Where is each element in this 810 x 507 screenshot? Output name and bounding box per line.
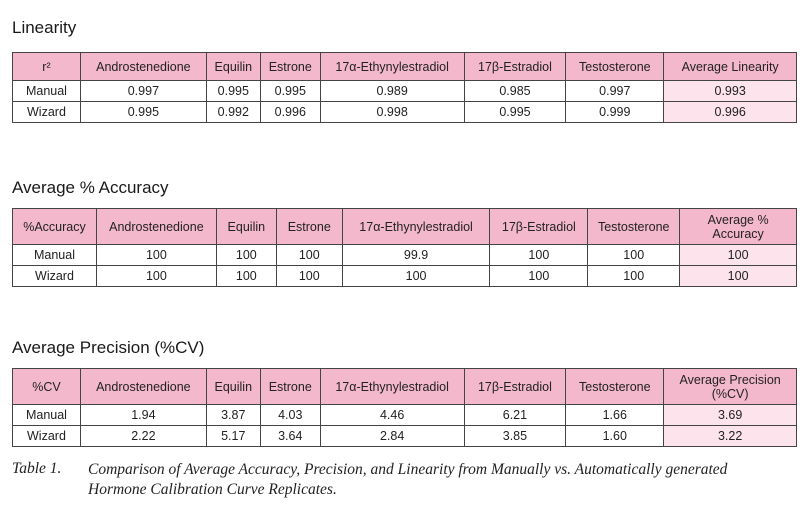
table-cell: 0.989: [320, 81, 464, 102]
table-cell: 0.995: [80, 102, 206, 123]
table-cell: 3.69: [664, 405, 797, 426]
table-cell: 4.46: [320, 405, 464, 426]
caption-text: Comparison of Average Accuracy, Precision, and Linearity from Manually vs. Automatically generated Hormone Calibration Curve Replicates.: [88, 461, 728, 498]
column-header: 17β-Estradiol: [464, 53, 566, 81]
table-caption: [12, 460, 768, 500]
column-header: Testosterone: [566, 53, 664, 81]
table-cell: 100: [96, 245, 216, 266]
column-header: Androstenedione: [80, 53, 206, 81]
table-cell: 0.999: [566, 102, 664, 123]
precision-table: [12, 368, 797, 447]
table-cell: 100: [588, 245, 680, 266]
column-header: Average Linearity: [664, 53, 797, 81]
table-cell: 6.21: [464, 405, 566, 426]
column-header: Average Precision (%CV): [664, 369, 797, 405]
table-cell: 1.60: [566, 426, 664, 447]
column-header: Average % Accuracy: [680, 209, 797, 245]
linearity-title: Linearity: [12, 18, 77, 37]
column-header: 17α-Ethynylestradiol: [320, 53, 464, 81]
table-cell: 100: [96, 266, 216, 287]
column-header: Estrone: [260, 53, 320, 81]
table-cell: 2.84: [320, 426, 464, 447]
table-cell: 100: [216, 266, 276, 287]
accuracy-table: [12, 208, 797, 287]
table-cell: 0.996: [664, 102, 797, 123]
row-label: Wizard: [13, 426, 81, 447]
table-row: [13, 426, 797, 447]
table-row: [13, 102, 797, 123]
table-cell: 100: [216, 245, 276, 266]
table-cell: 3.87: [206, 405, 260, 426]
column-header: 17α-Ethynylestradiol: [320, 369, 464, 405]
table-cell: 100: [342, 266, 490, 287]
column-header: Testosterone: [588, 209, 680, 245]
column-header: Estrone: [260, 369, 320, 405]
table-cell: 0.992: [206, 102, 260, 123]
table-cell: 0.995: [464, 102, 566, 123]
table-cell: 0.993: [664, 81, 797, 102]
column-header: Androstenedione: [80, 369, 206, 405]
column-header: %Accuracy: [13, 209, 97, 245]
table-cell: 1.94: [80, 405, 206, 426]
column-header: Equilin: [206, 53, 260, 81]
table-header-row: [13, 53, 797, 81]
column-header: Equilin: [216, 209, 276, 245]
row-label: Wizard: [13, 102, 81, 123]
accuracy-title: Average % Accuracy: [12, 178, 169, 197]
column-header: %CV: [13, 369, 81, 405]
table-row: [13, 81, 797, 102]
column-header: 17α-Ethynylestradiol: [342, 209, 490, 245]
table-cell: 100: [490, 266, 588, 287]
column-header: Equilin: [206, 369, 260, 405]
table-row: [13, 405, 797, 426]
table-cell: 100: [490, 245, 588, 266]
row-label: Manual: [13, 405, 81, 426]
table-cell: 2.22: [80, 426, 206, 447]
table-cell: 100: [276, 266, 342, 287]
table-cell: 0.995: [206, 81, 260, 102]
precision-title: Average Precision (%CV): [12, 338, 205, 357]
table-header-row: [13, 369, 797, 405]
table-row: [13, 266, 797, 287]
table-cell: 3.85: [464, 426, 566, 447]
column-header: Estrone: [276, 209, 342, 245]
column-header: Androstenedione: [96, 209, 216, 245]
table-cell: 100: [680, 245, 797, 266]
row-label: Manual: [13, 81, 81, 102]
table-cell: 0.985: [464, 81, 566, 102]
table-cell: 0.995: [260, 81, 320, 102]
column-header: Testosterone: [566, 369, 664, 405]
column-header: r²: [13, 53, 81, 81]
row-label: Manual: [13, 245, 97, 266]
table-header-row: [13, 209, 797, 245]
table-cell: 0.997: [80, 81, 206, 102]
caption-number: Table 1.: [12, 460, 62, 477]
linearity-table: [12, 52, 797, 123]
table-cell: 3.22: [664, 426, 797, 447]
table-cell: 100: [276, 245, 342, 266]
table-cell: 3.64: [260, 426, 320, 447]
table-row: [13, 245, 797, 266]
table-cell: 100: [680, 266, 797, 287]
table-cell: 99.9: [342, 245, 490, 266]
row-label: Wizard: [13, 266, 97, 287]
table-cell: 0.997: [566, 81, 664, 102]
table-cell: 0.998: [320, 102, 464, 123]
table-cell: 5.17: [206, 426, 260, 447]
table-cell: 0.996: [260, 102, 320, 123]
table-cell: 1.66: [566, 405, 664, 426]
column-header: 17β-Estradiol: [490, 209, 588, 245]
table-cell: 100: [588, 266, 680, 287]
column-header: 17β-Estradiol: [464, 369, 566, 405]
table-cell: 4.03: [260, 405, 320, 426]
